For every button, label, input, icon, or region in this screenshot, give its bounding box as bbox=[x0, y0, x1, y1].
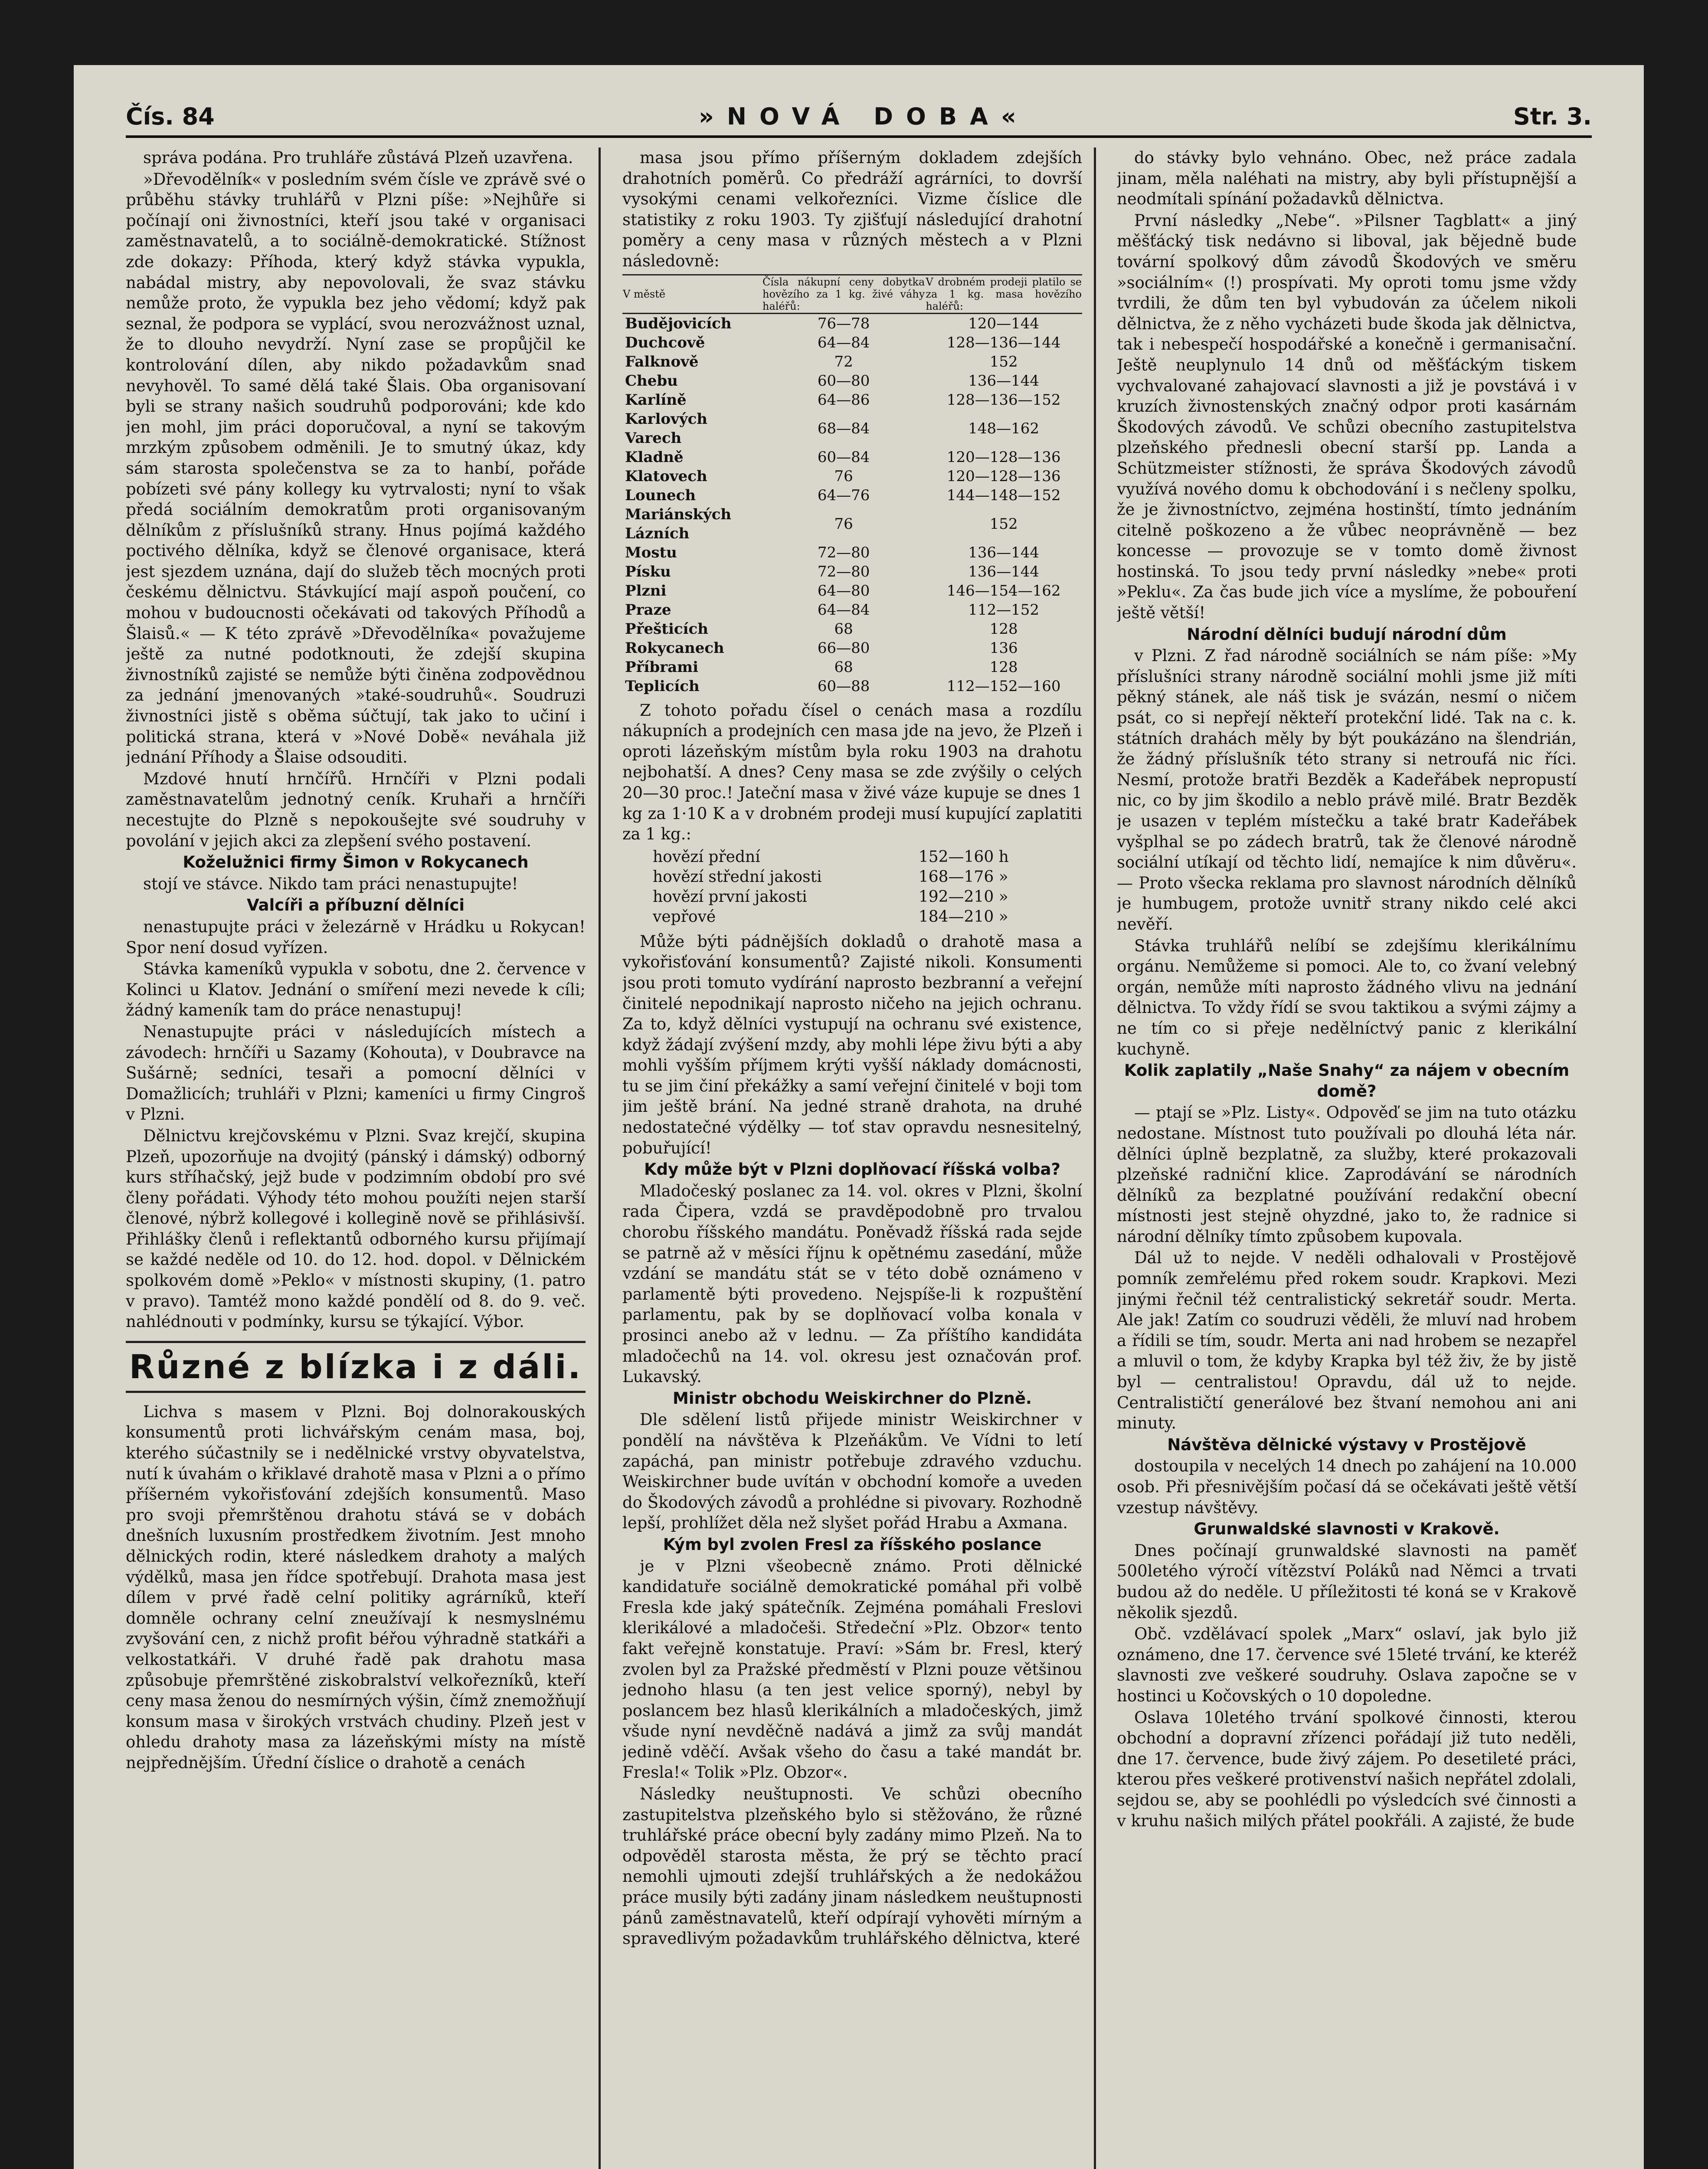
table-cell: 146—154—162 bbox=[946, 582, 1061, 600]
table-cell: 168—176 » bbox=[918, 868, 1008, 886]
table-cell: hovězí střední jakosti bbox=[653, 868, 822, 886]
table-row bbox=[622, 333, 1082, 352]
table-row bbox=[622, 448, 1082, 467]
table-cell: hovězí první jakosti bbox=[653, 888, 807, 906]
table-cell: 60—80 bbox=[817, 372, 870, 390]
table-cell: Karlíně bbox=[625, 391, 687, 409]
table-row bbox=[622, 658, 1082, 677]
article-text: Následky neuštupnosti. Ve schůzi obecního zastupitelstva plzeňského bylo si stěžováno, že různé truhlářské práce obecní byly zadány mimo Plzeň. Na to odpověděl starosta města, že prý se těchto prací nemohli ujmouti zdejší truhlářských a že nedokážou práce musily býti zadány jinam následkem neuštupnosti pánů zaměstnavatelů, kteří odpírají vyhověti mírným a spravedlivým požadavkům truhlářského dělnictva, které bbox=[622, 1785, 1082, 1948]
table-cell: 152 bbox=[989, 515, 1018, 533]
table-cell: 72—80 bbox=[817, 544, 870, 561]
issue-number: Čís. 84 bbox=[126, 103, 215, 130]
meat-price-table bbox=[648, 847, 1062, 927]
table-cell: 66—80 bbox=[817, 639, 870, 657]
page-number: Str. 3. bbox=[1513, 103, 1592, 130]
table-cell: Chebu bbox=[625, 372, 678, 390]
table-row bbox=[622, 600, 1082, 619]
table-cell: Praze bbox=[625, 601, 671, 619]
table-header: V městě bbox=[622, 275, 762, 313]
table-cell: 64—86 bbox=[817, 391, 870, 409]
table-cell: Písku bbox=[625, 563, 671, 580]
table-row bbox=[648, 867, 1062, 887]
price-table bbox=[622, 274, 1082, 696]
page-header bbox=[126, 91, 1592, 138]
table-cell: Plzni bbox=[625, 582, 667, 600]
article-text: Mladočeský poslanec za 14. vol. okres v Plzni, školní rada Čipera, vzdá se pravděpodobně pro trvalou chorobu říšského mandátu. Poněvadž říšská rada sejde se patrně až v měsíci říjnu k opětnému zasedání, může vzdání se mandátu stát se v této době oznámeno v parlamentě býti provedeno. Nejspíše-li k rozpuštění parlamentu, pak by se doplňovací volba konala v prosinci anebo až v lednu. — Za příštího kandidáta mladočechů na 14. vol. okresu jest označován prof. Lukavský. bbox=[622, 1181, 1082, 1386]
table-cell: 128 bbox=[989, 620, 1018, 638]
column-3 bbox=[1117, 147, 1577, 2169]
article-text: Z tohoto pořadu čísel o cenách masa a rozdílu nákupních a prodejních cen masa jde na jevo, že Plzeň i oproti lázeňským místům byla roku 1903 na drahotu nejbohatší. A dnes? Ceny masa se zde zvýšily o celých 20—30 proc.! Jateční masa v živé váze kupuje se dnes 1 kg za 1·10 K a v drobném prodeji musí kupující zaplatiti za 1 kg.: bbox=[622, 701, 1082, 844]
table-header: V drobném prodeji platilo se za 1 kg. masa hovězího haléřů: bbox=[925, 275, 1082, 313]
table-row bbox=[622, 505, 1082, 543]
table-cell: Klatovech bbox=[625, 467, 707, 485]
table-row bbox=[622, 619, 1082, 639]
table-cell: Lounech bbox=[625, 486, 696, 504]
table-cell: Příbrami bbox=[625, 658, 699, 676]
article-text: správa podána. Pro truhláře zůstává Plzeň uzavřena. bbox=[143, 148, 573, 167]
table-cell: Rokycanech bbox=[625, 639, 724, 657]
table-cell: Kladně bbox=[625, 448, 684, 466]
table-cell: 64—76 bbox=[817, 486, 870, 504]
article-heading: Ministr obchodu Weiskirchner do Plzně. bbox=[673, 1389, 1032, 1408]
table-cell: 68 bbox=[834, 658, 853, 676]
table-cell: 72—80 bbox=[817, 563, 870, 580]
article-text: Obč. vzdělávací spolek „Marx“ oslaví, jak bylo již oznámeno, dne 17. července své 15leté trvání, ke kteréž slavnosti zve veškeré soudruhy. Oslava započne se v hostinci u Kočovských o 10 dopoledne. bbox=[1117, 1625, 1577, 1705]
table-cell: 128—136—152 bbox=[946, 391, 1061, 409]
article-text: dostoupila v necelých 14 dnech po zahájení na 10.000 osob. Při přesnivějším počasí dá se očekávati ještě větší vzestup návštěvy. bbox=[1117, 1457, 1577, 1517]
table-cell: 120—144 bbox=[968, 315, 1040, 332]
table-cell: 152—160 h bbox=[918, 848, 1009, 866]
article-heading: Národní dělníci budují národní dům bbox=[1187, 625, 1507, 644]
table-cell: 68—84 bbox=[817, 419, 870, 437]
table-cell: Budějovicích bbox=[625, 315, 732, 332]
table-cell: 120—128—136 bbox=[946, 448, 1061, 466]
column-divider bbox=[599, 147, 601, 2169]
table-header: Čísla nákupní ceny dobytka hovězího za 1 kg. živé váhy haléřů: bbox=[762, 275, 925, 313]
table-cell: Mariánských Lázních bbox=[625, 505, 732, 542]
table-cell: Přešticích bbox=[625, 620, 708, 638]
table-cell: Mostu bbox=[625, 544, 677, 561]
table-row bbox=[648, 907, 1062, 927]
article-text: Oslava 10letého trvání spolkové činnosti, kterou obchodní a dopravní zřízenci pořádají již tuto neděli, dne 17. července, bude živý zájem. Po desetileté práci, kterou přes veškeré protivenství našich nepřátel zdolali, sejdou se, aby se poohlédli po výsledcích své činnosti a v kruhu našich milých přátel pookřáli. A zajisté, že bude bbox=[1117, 1708, 1577, 1830]
table-cell: Falknově bbox=[625, 353, 699, 370]
newspaper-title: »NOVÁ DOBA« bbox=[698, 103, 1029, 130]
table-cell: 60—88 bbox=[817, 677, 870, 695]
article-text: Dělnictvu krejčovskému v Plzni. Svaz krejčí, skupina Plzeň, upozorňuje na dvojitý (pánský i dámský) odborný kurs stříhačský, jejž bude v podzimním období pro své členy pořádati. Výhody této mohou použíti nejen starší členové, nýbrž kollegové i kollegině nově se přihlásivší. Přihlášky členů i reflektantů odborného kursu přijímají se každé neděle od 10. do 12. hod. dopol. v Dělnickém spolkovém domě »Peklo« v místnosti skupiny, (1. patro v pravo). Tamtéž mono každé pondělí od 8. do 9. več. nahlédnouti v podmínky, kursu se týkající. Výbor. bbox=[126, 1126, 586, 1331]
table-cell: 76 bbox=[834, 467, 853, 485]
table-row bbox=[622, 390, 1082, 410]
article-text: Dnes počínají grunwaldské slavnosti na paměť 500letého výročí vítězství Poláků nad Němci a trvati budou až do neděle. U příležitosti té koná se v Krakově několik sjezdů. bbox=[1117, 1541, 1577, 1622]
table-row bbox=[622, 677, 1082, 696]
article-text: »Dřevodělník« v posledním svém čísle ve zprávě své o průběhu stávky truhlářů v Plzni píše: »Nejhůře si počínají oni živnostníci, kteří jsou také v organisaci zaměstnavatelů, a to sociálně-demokratické. Stížnost zde dokazy: Příhoda, který když stávka vypukla, nabádal mistry, aby nepovolovali, že svaz stávku nemůže proto, že vypukla bez jeho vědomí; když pak seznal, že podpora se vyplácí, svou nerozvážnost uznal, že to dlouho nevydrží. Nyní zase se propůjčil ke kontrolování dílen, aby nikdo požadavkům snad nevyhověl. To samé dělá také Šlais. Oba organisovaní byli se strany našich soudruhů podporováni; kde kdo jen mohl, jim práci doporučoval, a nyní se takovým mrzkým způsobem odměnili. Je to smutný úkaz, kdy sám starosta společenstva se za to hanbí, pořáde pobízeti své pány kollegy ku vytrvalosti; nyní to však předá sociálním demokratům proti organisovaným dělníkům z příslušníků strany. Hnus pojímá každého poctivého dělníka, když se členové organisace, která jest sjezdem uznána, dají do služeb těch mocných proti českému dělnictvu. Stávkující mají aspoň poučení, co mohou v budoucnosti očekávati od takových Příhodů a Šlaisů.« — K této zprávě »Dřevodělníka« považujeme ještě za nutné podotknouti, že zdejší skupina živnostníků zajisté se nemůže býti činěna zodpovědnou za jednání jmenovaných »také-soudruhů«. Soudruzi živnostníci jistě s oběma súčtují, tak jako to učiní i politická strana, která v »Nové Době« neváhala již jednání Příhody a Šlaise odsouditi. bbox=[126, 170, 586, 767]
article-text: Nenastupujte práci v následujících místech a závodech: hrnčíři u Sazamy (Kohouta), v Doubravce na Sušárně; sedníci, tesaři a pomocní dělníci v Domažlicích; truhláři v Plzni; kameníci u firmy Cingroš v Plzni. bbox=[126, 1022, 586, 1124]
table-row bbox=[622, 467, 1082, 486]
table-cell: 76 bbox=[834, 515, 853, 533]
article-text: stojí ve stávce. Nikdo tam práci nenastupujte! bbox=[143, 874, 518, 893]
article-text: Dál už to nejde. V neděli odhalovali v Prostějově pomník zemřelému před rokem soudr. Krapkovi. Mezi jinými řečnil též centralistický sekretář soudr. Merta. Ale jak! Zatím co soudruzi věděli, že mluví nad hrobem a řídili se tím, soudr. Merta ani nad hrobem se nezapřel a mluvil o tom, že kdyby Krapka byl též živ, že by jistě byl — centralistou! Opravdu, dál už to nejde. Centralističtí generálové bez štvaní nemohou ani ani minuty. bbox=[1117, 1248, 1577, 1433]
article-heading: Kolik zaplatily „Naše Snahy“ za nájem v obecním domě? bbox=[1124, 1061, 1570, 1101]
article-heading: Valcíři a příbuzní dělníci bbox=[246, 896, 465, 915]
table-row bbox=[622, 371, 1082, 390]
column-1 bbox=[126, 147, 586, 2169]
table-cell: 136—144 bbox=[968, 372, 1040, 390]
table-cell: hovězí přední bbox=[653, 848, 760, 866]
article-text: masa jsou přímo příšerným dokladem zdejších drahotních poměrů. Co předráží agrárníci, to dovrší vysokými cenami velkořezníci. Vizme číslice dle statistiky z roku 1903. Ty zjišťují následující drahotní poměry a ceny masa v různých městech a v Plzni následovně: bbox=[622, 148, 1082, 270]
table-cell: 136 bbox=[989, 639, 1018, 657]
table-cell: vepřové bbox=[653, 908, 716, 926]
column-2 bbox=[622, 147, 1082, 2169]
newspaper-page bbox=[74, 65, 1644, 2169]
table-cell: 112—152 bbox=[968, 601, 1040, 619]
article-text: — ptají se »Plz. Listy«. Odpověď se jim na tuto otázku nedostane. Místnost tuto používali po dlouhá léta nár. dělníci úplně bezplatně, za služby, které prokazovali plzeňské radniční klice. Zaprodávání se národních dělníků za bezplatné používání redakční obecní místnosti jest stejně ohyzdné, jako to, že radnice si národní dělníky tímto způsobem kupovala. bbox=[1117, 1103, 1577, 1246]
table-cell: 72 bbox=[834, 353, 853, 370]
article-text: nenastupujte práci v železárně v Hrádku u Rokycan! Spor není dosud vyřízen. bbox=[126, 917, 586, 957]
table-row bbox=[622, 543, 1082, 562]
article-heading: Kdy může být v Plzni doplňovací říšská volba? bbox=[644, 1160, 1060, 1179]
table-cell: Duchcově bbox=[625, 334, 705, 351]
article-text: První následky „Nebe“. »Pilsner Tagblatt« a jiný měšťácký tisk nedávno si liboval, jak bějedně bude tovární spolkový dům závodů Škodových ve směru »sociálním« (!) prospívati. My oproti tomu jsme vždy tvrdili, že dům ten byl vybudován za účelem nikoli dělnictva, že z něho vycházeti bude škoda jak dělnictva, tak i nebespečí hospodářské a konečně i germanisační. Ještě neuplynulo 14 dnů od měšťáckým tiskem vychvalované zahajovací slavnosti a již je povstává i v kruzích živnostenských značný odpor proti kasárnám Škodových závodů. Ve schůzi obecního zastupitelstva plzeňského přednesli obecní starší pp. Landa a Schützmeister stížnosti, že správa Škodových závodů využívá nového domu k obchodování i s nečleny spolku, že je živnostníctvo, zejména hostinští, tímto jednáním citelně poškozeno a že vůbec neoprávněně — bez koncesse — provozuje se v tomto domě živnost hostinská. To jsou tedy první následky »nebe« proti »Peklu«. Za čas bude jich více a myslíme, že pobouření ještě větší! bbox=[1117, 211, 1577, 623]
table-cell: 192—210 » bbox=[918, 888, 1008, 906]
table-row bbox=[622, 410, 1082, 448]
table-row bbox=[648, 887, 1062, 907]
article-heading: Koželužnici firmy Šimon v Rokycanech bbox=[183, 853, 529, 872]
table-cell: 76—78 bbox=[817, 315, 870, 332]
article-text: Stávka truhlářů nelíbí se zdejšímu klerikálnímu orgánu. Nemůžeme si pomoci. Ale to, co žvaní velebný orgán, nemůže míti naprosto žádného vlivu na jednání dělnictva. To vždy řídí se svou taktikou a svými zájmy a ne tím co si přeje nedělníctvý panic z klerikální kuchyně. bbox=[1117, 936, 1577, 1058]
table-cell: 64—80 bbox=[817, 582, 870, 600]
table-cell: 112—152—160 bbox=[946, 677, 1061, 695]
article-heading: Grunwaldské slavnosti v Krakově. bbox=[1194, 1520, 1500, 1539]
article-text: Může býti pádnějších dokladů o drahotě masa a vykořisťování konsumentů? Zajisté nikoli. Konsumenti jsou proti tomuto vydírání naprosto bezbranní a veřejní činitelé nepodnikají naprosto ničeho na jejich ochranu. Za to, když dělníci vystupují na ochranu své existence, když žádají zvýšení mzdy, aby mohli lépe živu býti a aby mohli vyšším příjmem krýti vyšší náklady domácnosti, tu se jim činí překážky a samí veřejní činitelé v boji tom jim ještě brání. Na jedné straně drahota, na druhé nedostatečné výdělky — toť stav opravdu nesnesitelný, pobuřující! bbox=[622, 932, 1082, 1157]
table-cell: Karlových Varech bbox=[625, 410, 708, 447]
table-cell: 60—84 bbox=[817, 448, 870, 466]
table-cell: Teplicích bbox=[625, 677, 700, 695]
table-row bbox=[622, 581, 1082, 600]
article-text: Mzdové hnutí hrnčířů. Hrnčíři v Plzni podali zaměstnavatelům jednotný ceník. Kruhaři a hrnčíři necestujte do Plzně s nepokoušejte své soudruhy v povolání v jejich akci za zlepšení svého postavení. bbox=[126, 769, 586, 850]
table-cell: 136—144 bbox=[968, 563, 1040, 580]
table-cell: 128—136—144 bbox=[946, 334, 1061, 351]
article-text: je v Plzni všeobecně známo. Proti dělnické kandidatuře sociálně demokratické pomáhal při volbě Fresla kde jaký spátečník. Zejména pomáhali Freslovi klerikálové a mladočeši. Středeční »Plz. Obzor« tento fakt veřejně konstatuje. Praví: »Sám br. Fresl, který zvolen byl za Pražské předměstí v Plzni pouze většinou jednoho hlasu (a ten jest velice sporný), nebyl by poslancem bez hlasů klerikálních a mladočeských, jimž všude nyní nevděčně nadává a jimž za svůj mandát jedině vděčí. Avšak všeho do času a také mandát br. Fresla!« Tolik »Plz. Obzor«. bbox=[622, 1556, 1082, 1782]
table-cell: 128 bbox=[989, 658, 1018, 676]
article-text: Lichva s masem v Plzni. Boj dolnorakouských konsumentů proti lichvářským cenám masa, boj, kterého súčastnily se i nedělnické vrstvy obyvatelstva, nutí k úvahám o křiklavé drahotě masa v Plzni a o přímo příšerném vykořisťování zdejších konsumentů. Maso pro svoji přemrštěnou drahotu stává se v dobách dnešních luxusním prostředkem životním. Jest mnoho dělnických rodin, které následkem drahoty a malých výdělků, masa jen řídce spotřebují. Drahota masa jest dílem v prvé řadě celní politiky agrárníků, kteří domněle ochrany celní zneužívají k nesmyslnému zvyšování cen, z nichž profit béřou výhradně statkáři a velkostatkáři. V druhé řadě pak drahotu masa způsobuje přemrštěné ziskobralství velkořezníků, kteří ceny masa ženou do nesmírných výšin, čímž znemožňují konsum masa v širokých vrstvách chudiny. Plzeň jest v ohledu drahoty masa za lázeňskými místy na místě nejpřednějším. Úřední číslice o drahotě a cenách bbox=[126, 1402, 586, 1772]
table-cell: 152 bbox=[989, 353, 1018, 370]
column-divider bbox=[1094, 147, 1096, 2169]
table-row bbox=[648, 847, 1062, 867]
table-row bbox=[622, 486, 1082, 505]
section-heading: Různé z blízka i z dáli. bbox=[126, 1341, 586, 1393]
table-row bbox=[622, 313, 1082, 333]
article-heading: Kým byl zvolen Fresl za říšského poslance bbox=[663, 1535, 1042, 1554]
table-cell: 64—84 bbox=[817, 334, 870, 351]
table-cell: 136—144 bbox=[968, 544, 1040, 561]
table-row bbox=[622, 562, 1082, 581]
table-cell: 68 bbox=[834, 620, 853, 638]
table-cell: 144—148—152 bbox=[946, 486, 1061, 504]
table-cell: 120—128—136 bbox=[946, 467, 1061, 485]
article-text: do stávky bylo vehnáno. Obec, než práce zadala jinam, měla naléhati na mistry, aby byli přístupnější a neodmítali spínání požadavků dělnictva. bbox=[1117, 148, 1577, 209]
table-row bbox=[622, 352, 1082, 371]
article-text: Dle sdělení listů přijede ministr Weiskirchner v pondělí na návštěva k Plzeňákům. Ve Vídni to letí zapáchá, pan ministr potřebuje zdravého vzduchu. Weiskirchner bude uvítán v obchodní komoře a uveden do Škodových závodů a prohlédne si pivovary. Rozhodně lepší, prohlížet děla než slyšet pořád Hrabu a Axmana. bbox=[622, 1410, 1082, 1533]
article-text: Stávka kameníků vypukla v sobotu, dne 2. července v Kolinci u Klatov. Jednání o smíření mezi nevede k cíli; žádný kameník tam do práce nenastupuj! bbox=[126, 960, 586, 1020]
table-cell: 184—210 » bbox=[918, 908, 1008, 926]
article-text: v Plzni. Z řad národně sociálních se nám píše: »My příslušníci strany národně sociální mohli jsme již míti pěkný stánek, ale náš tisk je svázán, nesmí o ničem psát, co si nepřejí někteří protekční lidé. Tak na c. k. státních drahách měly by být poukázáno na šlendrián, že žádný příslušník této strany si netroufá nic říci. Nesmí, protože bratři Bezděk a Kadeřábek nepropustí nic, co by jim škodilo a neblo právě milé. Bratr Bezděk je usazen v teplém místečku a také bratr Kadeřábek vyšplhal se po zádech bratrů, tak že členové národně sociální utíkají od těchto lidí, nemajíce k nim důvěru«. — Proto všecka reklama pro slavnost národních dělníků je humbugem, protože uvnitř strany nikdo celé akci nevěří. bbox=[1117, 646, 1577, 934]
article-heading: Návštěva dělnické výstavy v Prostějově bbox=[1167, 1435, 1526, 1454]
table-row bbox=[622, 639, 1082, 658]
table-cell: 64—84 bbox=[817, 601, 870, 619]
table-cell: 148—162 bbox=[968, 419, 1040, 437]
